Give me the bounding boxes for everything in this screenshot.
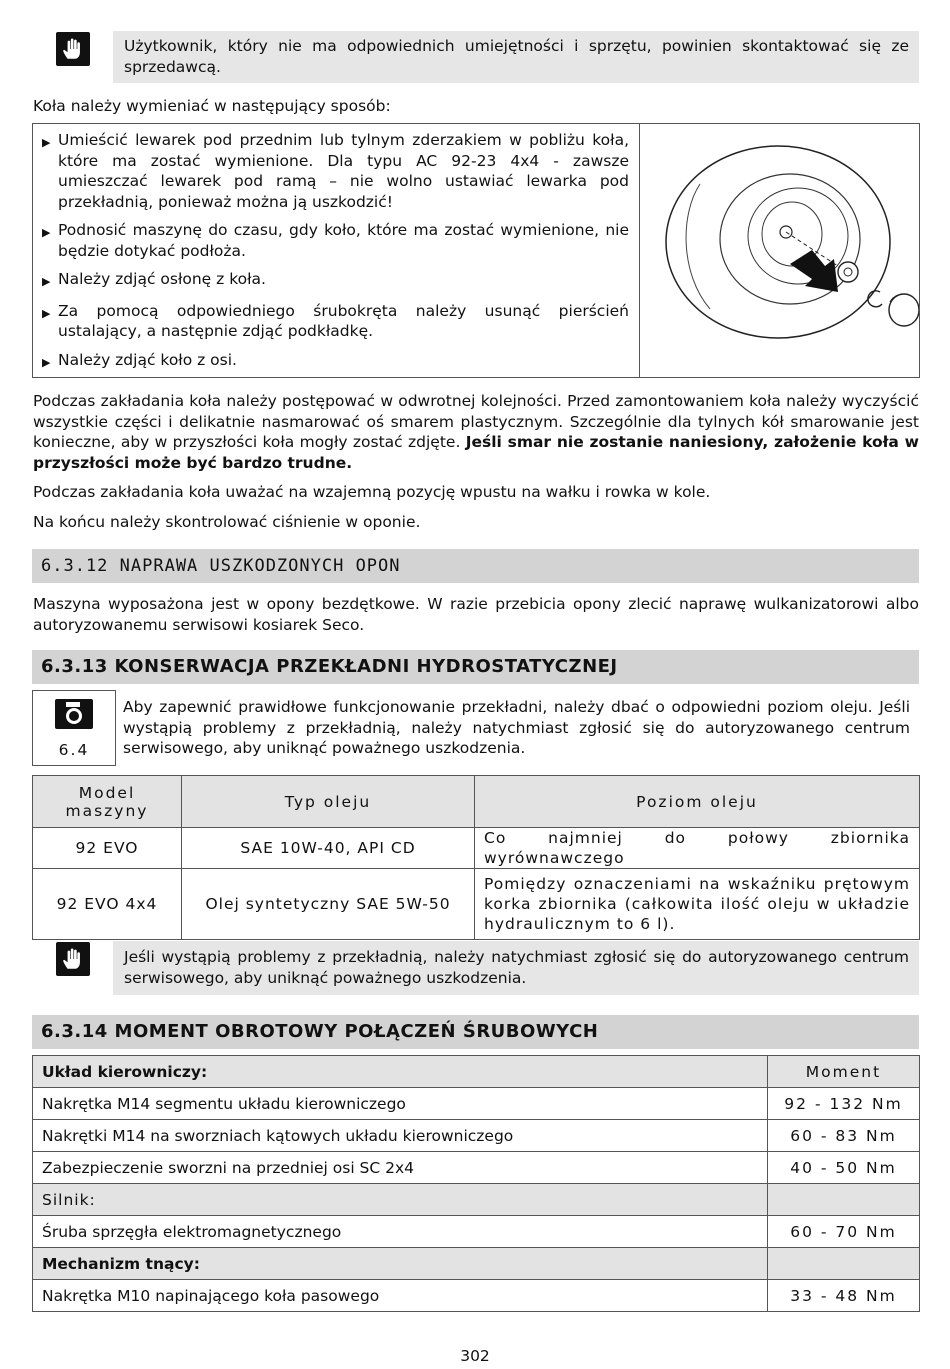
table-subheader-row [33,1184,920,1216]
torque-table [32,1055,920,1312]
model-cell: 92 EVO 4x4 [33,869,182,940]
list-item [42,301,629,342]
warning-hand-icon [56,942,90,976]
wheel-removal-illustration [640,124,919,376]
cutter-heading: Mechanizm tnący: [42,1254,200,1273]
col-oil-level: Poziom oleju [475,776,920,828]
camera-icon [55,699,93,729]
list-item [42,269,629,293]
table-row [33,1280,920,1312]
page-number: 302 [460,1347,490,1365]
table-row [33,1152,920,1184]
photo-ref-label: 6.4 [58,741,90,759]
step-text: Za pomocą odpowiedniego śrubokręta należy usunąć pierścień ustalający, a następnie zdjąć podkładkę. [58,301,629,340]
moment-cell: 60 - 83 Nm [768,1120,920,1152]
photo-reference [32,690,116,766]
warning-box-hydro [113,941,919,995]
table-row [33,1088,920,1120]
moment-cell: 92 - 132 Nm [768,1088,920,1120]
warning-hand-icon [56,32,90,66]
table-row [33,1120,920,1152]
part-cell: Śruba sprzęgła elektromagnetycznego [33,1216,768,1248]
col-model: Model maszyny [33,776,182,828]
mount-warning-bold: Jeśli smar nie zostanie naniesiony, założenie koła w przyszłości może być bardzo trudne. [33,433,919,472]
table-subheader-row [33,1248,920,1280]
table-header-row [33,1056,920,1088]
list-item [42,220,629,261]
mount-paragraph [33,391,919,473]
section-heading-6314: 6.3.14 MOMENT OBROTOWY POŁĄCZEŃ ŚRUBOWYCH [32,1015,919,1049]
oil-level-cell: Co najmniej do połowy zbiornika wyrównawczego [475,828,920,869]
triangle-bullet-icon: ▶ [42,306,51,320]
mount-text: Podczas zakładania koła należy postępować w odwrotnej kolejności. Przed zamontowaniem koła należy wyczyścić wszystkie części i delikatnie nasmarować oś smarem plastycznym. Szczególnie dla tylnych kół smarowanie jest konieczne, aby w przyszłości koła mogły zostać zdjęte. [33,392,919,451]
list-item [42,350,629,374]
oil-type-cell: SAE 10W-40, API CD [182,828,475,869]
steering-heading: Układ kierowniczy: [42,1062,208,1081]
triangle-bullet-icon: ▶ [42,355,51,369]
section-heading-6312: 6.3.12 NAPRAWA USZKODZONYCH OPON [32,549,919,583]
part-cell: Nakrętka M14 segmentu układu kierowniczego [33,1088,768,1120]
part-cell: Nakrętki M14 na sworzniach kątowych układu kierowniczego [33,1120,768,1152]
pressure-paragraph: Na końcu należy skontrolować ciśnienie w oponie. [33,513,421,531]
triangle-bullet-icon: ▶ [42,226,51,239]
moment-cell: 40 - 50 Nm [768,1152,920,1184]
tyre-paragraph: Maszyna wyposażona jest w opony bezdętkowe. W razie przebicia opony zlecić naprawę wulkanizatorowi albo autoryzowanemu serwisowi kosiarek Seco. [33,595,919,634]
col-oil-type: Typ oleju [182,776,475,828]
part-cell: Nakrętka M10 napinającego koła pasowego [33,1280,768,1312]
engine-heading: Silnik: [33,1184,768,1216]
section-heading-6313: 6.3.13 KONSERWACJA PRZEKŁADNI HYDROSTATYCZNEJ [32,650,919,684]
step-text: Podnosić maszynę do czasu, gdy koło, które ma zostać wymienione, nie będzie dotykać podłoża. [58,221,629,260]
oil-level-cell: Pomiędzy oznaczeniami na wskaźniku prętowym korka zbiornika (całkowita ilość oleju w układzie hydraulicznym to 6 l). [475,869,920,940]
triangle-bullet-icon: ▶ [42,136,51,149]
oil-table [32,775,920,940]
table-row [33,869,920,940]
moment-cell: 33 - 48 Nm [768,1280,920,1312]
table-header-row [33,776,920,828]
wheel-steps-box [32,123,920,378]
list-item [42,130,629,212]
triangle-bullet-icon: ▶ [42,275,51,288]
col-moment: Moment [768,1056,920,1088]
table-row [33,1216,920,1248]
warning-text: Użytkownik, który nie ma odpowiednich umiejętności i sprzętu, powinien skontaktować się ze sprzedawcą. [124,37,909,76]
key-paragraph: Podczas zakładania koła uważać na wzajemną pozycję wpustu na wałku i rowka w kole. [33,483,711,501]
table-row [33,828,920,869]
step-text: Należy zdjąć koło z osi. [58,350,237,369]
step-text: Należy zdjąć osłonę z koła. [58,270,266,288]
step-text: Umieścić lewarek pod przednim lub tylnym zderzakiem w pobliżu koła, które ma zostać wymienione. Dla typu AC 92-23 4x4 - zawsze umieszczać lewarek pod ramą – nie wolno ustawiać lewarka pod przekładnią, ponieważ można ją uszkodzić! [58,131,629,211]
oil-type-cell: Olej syntetyczny SAE 5W-50 [182,869,475,940]
moment-cell: 60 - 70 Nm [768,1216,920,1248]
part-cell: Zabezpieczenie sworzni na przedniej osi SC 2x4 [33,1152,768,1184]
steps-list [33,124,640,377]
hydro-paragraph: Aby zapewnić prawidłowe funkcjonowanie przekładni, należy dbać o odpowiedni poziom oleju. Jeśli wystąpią problemy z przekładnią, należy natychmiast zgłosić się do autoryzowanego centrum serwisowego, aby uniknąć poważnego uszkodzenia. [123,698,910,757]
warning-box-top [113,31,919,83]
model-cell: 92 EVO [33,828,182,869]
warning-text: Jeśli wystąpią problemy z przekładnią, należy natychmiast zgłosić się do autoryzowanego centrum serwisowego, aby uniknąć poważnego uszkodzenia. [124,948,909,987]
wheel-intro: Koła należy wymieniać w następujący sposób: [33,97,391,115]
